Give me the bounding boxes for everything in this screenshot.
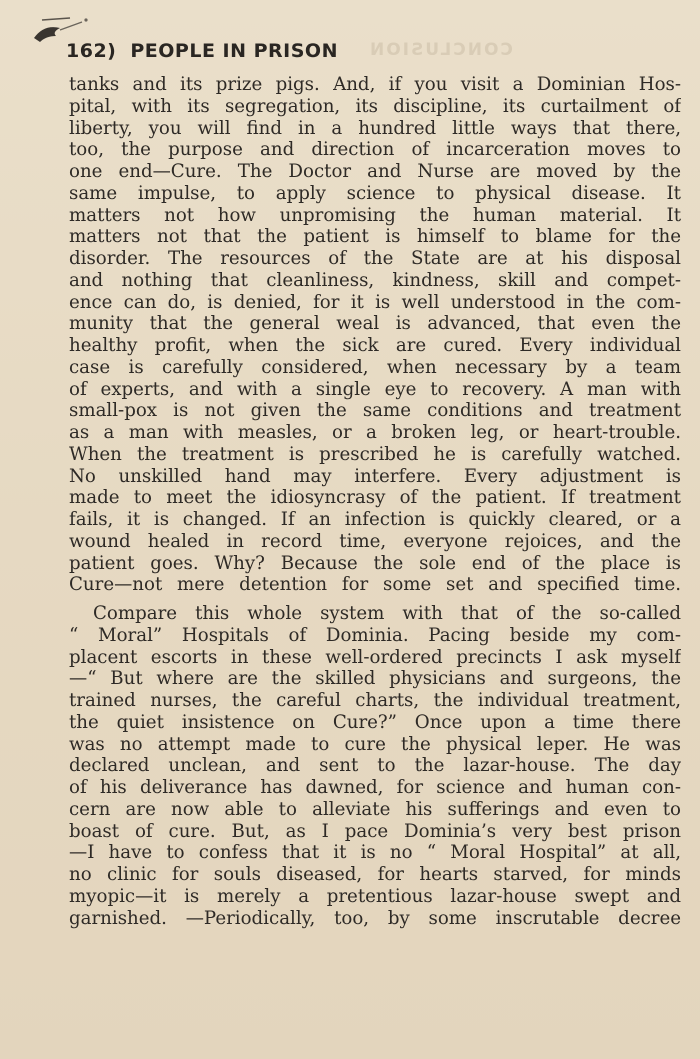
text-line: munity that the general weal is advanced, that even the bbox=[69, 313, 681, 335]
text-line: Compare this whole system with that of the so-called bbox=[93, 603, 681, 624]
text-line: When the treatment is prescribed he is carefully watched. bbox=[69, 443, 681, 465]
text-line: fails, it is changed. If an infection is quickly cleared, or a bbox=[69, 509, 681, 530]
text-line: trained nurses, the careful charts, the individual treatment, bbox=[69, 690, 681, 711]
text-line: liberty, you will find in a hundred little ways that there, bbox=[69, 117, 681, 139]
text-line: case is carefully considered, when necessary by a team bbox=[69, 356, 681, 378]
text-line: No unskilled hand may interfere. Every adjustment is bbox=[69, 465, 681, 487]
text-line: wound healed in record time, everyone rejoices, and the bbox=[69, 530, 681, 552]
text-line: no clinic for souls diseased, for hearts starved, for minds bbox=[69, 864, 681, 885]
text-line: patient goes. Why? Because the sole end of the place is bbox=[69, 552, 681, 574]
text-line: “ Moral” Hospitals of Dominia. Pacing beside my com- bbox=[69, 624, 681, 646]
text-line: boast of cure. But, as I pace Dominia’s very best prison bbox=[69, 820, 681, 842]
text-line: small-pox is not given the same conditions and treatment bbox=[69, 400, 681, 422]
text-line: garnished. —Periodically, too, by some inscrutable decree bbox=[69, 907, 681, 929]
text-line: matters not how unpromising the human material. It bbox=[69, 204, 681, 226]
text-line: same impulse, to apply science to physical disease. It bbox=[69, 182, 681, 204]
text-line: declared unclean, and sent to the lazar-house. The day bbox=[69, 755, 681, 777]
running-title: PEOPLE IN PRISON bbox=[130, 40, 338, 62]
text-line: too, the purpose and direction of incarceration moves to bbox=[69, 139, 681, 161]
text-line: as a man with measles, or a broken leg, or heart-trouble. bbox=[69, 422, 681, 443]
text-line: —I have to confess that it is no “ Moral Hospital” at all, bbox=[69, 842, 681, 864]
running-header bbox=[66, 40, 338, 62]
text-line: one end—Cure. The Doctor and Nurse are moved by the bbox=[69, 161, 681, 182]
paragraph-1 bbox=[69, 74, 681, 596]
text-line: the quiet insistence on Cure?” Once upon a time there bbox=[69, 711, 681, 733]
text-line: placent escorts in these well-ordered precincts I ask myself bbox=[69, 646, 681, 668]
text-line: —“ But where are the skilled physicians and surgeons, the bbox=[69, 668, 681, 690]
bleed-through-title: CONCLUSION bbox=[368, 40, 513, 60]
text-line: matters not that the patient is himself to blame for the bbox=[69, 226, 681, 248]
body-text bbox=[69, 74, 681, 929]
text-line: Cure—not mere detention for some set and specified time. bbox=[69, 574, 681, 596]
text-line: of experts, and with a single eye to recovery. A man with bbox=[69, 378, 681, 400]
text-line: made to meet the idiosyncrasy of the patient. If treatment bbox=[69, 487, 681, 509]
text-line: ence can do, is denied, for it is well understood in the com- bbox=[69, 291, 681, 313]
page-number: 162) bbox=[66, 40, 117, 62]
text-line: pital, with its segregation, its discipline, its curtailment of bbox=[69, 95, 681, 117]
paragraph-2 bbox=[69, 603, 681, 929]
text-line: was no attempt made to cure the physical leper. He was bbox=[69, 733, 681, 755]
text-line: healthy profit, when the sick are cured. Every individual bbox=[69, 335, 681, 356]
text-line: and nothing that cleanliness, kindness, skill and compet- bbox=[69, 269, 681, 291]
text-line: disorder. The resources of the State are at his disposal bbox=[69, 248, 681, 269]
text-line: myopic—it is merely a pretentious lazar-house swept and bbox=[69, 885, 681, 907]
text-line: cern are now able to alleviate his sufferings and even to bbox=[69, 798, 681, 820]
text-line: of his deliverance has dawned, for science and human con- bbox=[69, 777, 681, 798]
text-line: tanks and its prize pigs. And, if you visit a Dominian Hos- bbox=[69, 74, 681, 95]
